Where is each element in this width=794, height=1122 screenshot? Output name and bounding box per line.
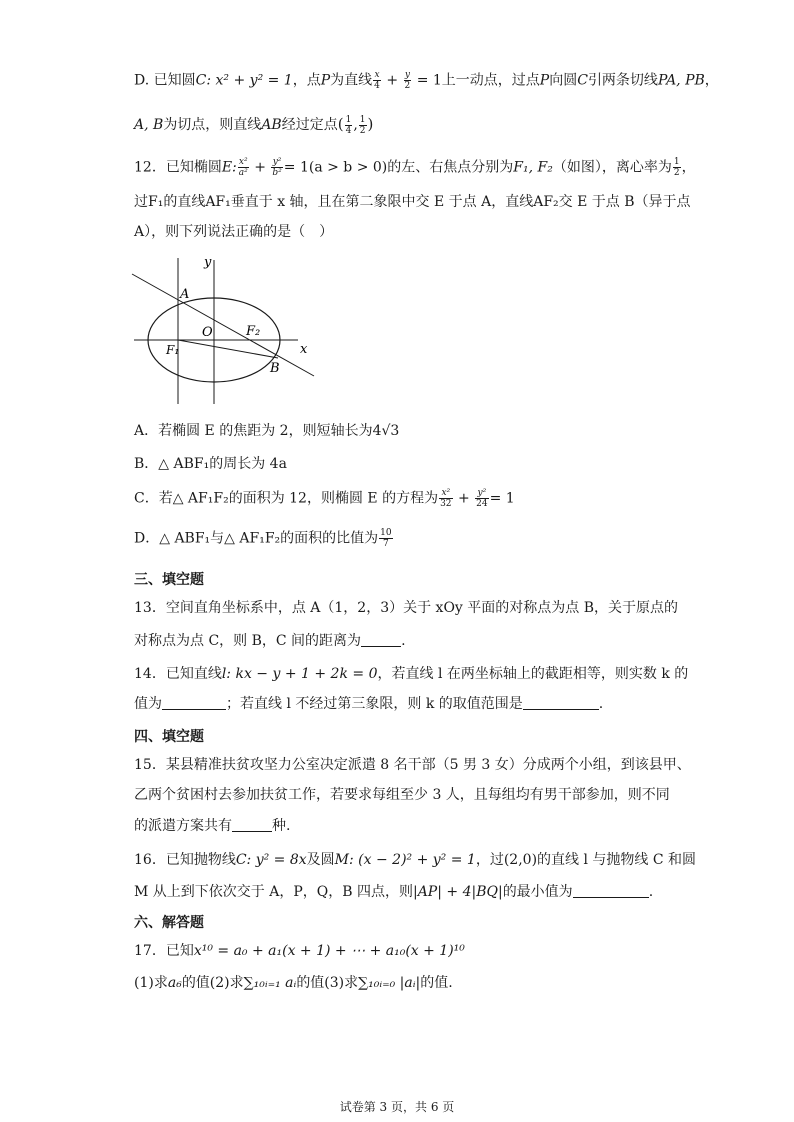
text: 对称点为点 C，则 B，C 间的距离为 (134, 633, 362, 649)
fraction-y2-24: $\frac{\text{y²}}{24}$ (476, 488, 488, 509)
answer-blank[interactable] (523, 695, 599, 710)
text: ， (681, 159, 696, 176)
origin-label: O (202, 325, 213, 340)
foci: F₁, F₂ (513, 159, 553, 176)
text: 为直线 (330, 72, 373, 89)
ellipse-condition: = 1(a > b > 0) (283, 159, 388, 176)
point-p: P (539, 72, 550, 89)
text: 的值(2)求 (181, 975, 244, 991)
q12-option-a: A．若椭圆 E 的焦距为 2，则短轴长为4√3 (134, 423, 400, 439)
answer-blank[interactable] (361, 632, 401, 647)
tangent-points: A, B (134, 117, 164, 133)
section-heading-6: 六、解答题 (134, 915, 204, 931)
ellipse-figure (130, 254, 330, 414)
text: 向圆 (549, 72, 578, 89)
expression: |AP| + 4|BQ| (412, 884, 503, 900)
q16-line2 (134, 882, 653, 902)
fraction-x2-32: $\frac{\text{x²}}{32}$ (440, 488, 452, 509)
text: 14．已知直线 (134, 666, 222, 682)
q15-line3 (134, 816, 290, 836)
fraction-1-2: $\frac{1}{2}$ (673, 157, 680, 178)
line-af2 (132, 274, 314, 376)
text: C．若△ AF₁F₂的面积为 12，则椭圆 E 的方程为 (134, 490, 439, 507)
q15-line1: 15．某县精准扶贫攻坚力公室决定派遣 8 名干部（5 男 3 女）分成两个小组，到该县甲、 (134, 757, 691, 773)
text: 种. (272, 818, 291, 834)
fraction-10-7: $\frac{10}{7}$ (380, 528, 392, 549)
line-f1b (178, 340, 278, 358)
text: (1)求 (134, 975, 168, 991)
f1-label: F₁ (166, 343, 180, 357)
text: . (401, 633, 406, 649)
q17-line1 (134, 941, 465, 961)
y-label: y (204, 255, 212, 270)
q12-option-b: B．△ ABF₁的周长为 4a (134, 456, 287, 472)
text: （如图），离心率为 (552, 159, 672, 176)
text: ，过(2,0)的直线 l 与抛物线 C 和圆 (475, 852, 697, 868)
text: 16．已知抛物线 (134, 852, 236, 868)
text: 的最小值为 (502, 884, 573, 900)
text: 为切点，则直线 (163, 117, 262, 133)
text: 12．已知椭圆 (134, 159, 222, 176)
fraction-y-2: $\frac{y}{2}$ (404, 70, 411, 91)
fraction-x-4: $\frac{x}{4}$ (374, 70, 380, 91)
q14-line1 (134, 664, 688, 684)
text: 经过定点 (281, 117, 338, 133)
q13-line2 (134, 631, 406, 651)
f2-label: F₂ (246, 324, 261, 339)
parabola-equation: C: y² = 8x (235, 852, 307, 868)
text: . (648, 884, 654, 900)
circle-c: C (577, 72, 588, 89)
page-footer: 试卷第 3 页，共 6 页 (339, 1100, 455, 1114)
circle-equation: M: (x − 2)² + y² = 1 (334, 852, 476, 868)
sum-abs-expression: ∑₁₀ᵢ₌₀ |aᵢ| (358, 975, 421, 991)
fraction-x2-a2: $\frac{\text{x²}}{\text{a²}}$ (238, 157, 248, 178)
section-heading-3: 三、填空题 (134, 572, 204, 588)
text: 的值. (420, 975, 453, 991)
text: D．△ ABF₁与△ AF₁F₂的面积的比值为 (134, 530, 379, 547)
q13-line1: 13．空间直角坐标系中，点 A（1，2，3）关于 xOy 平面的对称点为点 B，关于原点的 (134, 600, 679, 616)
text: M 从上到下依次交于 A，P，Q，B 四点，则 (134, 884, 413, 900)
line-equation: l: kx − y + 1 + 2k = 0 (221, 666, 378, 682)
text: D. 已知圆 (134, 72, 196, 89)
text: ， (704, 72, 719, 89)
fraction-1-2: $\frac{1}{2}$ (359, 114, 366, 136)
text: 及圆 (306, 852, 335, 868)
ellipse-e: E: (221, 159, 237, 176)
q12-line2: 过F₁的直线AF₁垂直于 x 轴，且在第二象限中交 E 于点 A，直线AF₂交 E 于点 B（异于点 (134, 194, 691, 210)
q12-option-d (134, 528, 394, 549)
point-b-label: B (270, 361, 280, 376)
text: 的左、右焦点分别为 (387, 159, 514, 176)
text: ；若直线 l 不经过第三象限，则 k 的取值范围是 (226, 696, 523, 712)
answer-blank[interactable] (573, 883, 649, 898)
expansion-equation: x¹⁰ = a₀ + a₁(x + 1) + ⋯ + a₁₀(x + 1)¹⁰ (193, 943, 465, 959)
answer-blank[interactable] (232, 817, 272, 832)
point-a-label: A (180, 287, 190, 302)
text: 的值(3)求 (296, 975, 359, 991)
q15-line2: 乙两个贫困村去参加扶贫工作，若要求每组至少 3 人，且每组均有男干部参加，则不同 (134, 787, 670, 803)
text: . (598, 696, 604, 712)
fraction-1-4: $\frac{1}{4}$ (345, 114, 352, 136)
text: ，若直线 l 在两坐标轴上的截距相等，则实数 k 的 (377, 666, 689, 682)
text: 的派遣方案共有 (134, 818, 232, 834)
fraction-y2-b2: $\frac{\text{y²}}{\text{b²}}$ (272, 157, 282, 178)
circle-equation: C: x² + y² = 1 (195, 72, 293, 89)
q17-line2 (134, 973, 453, 993)
q11-option-d-line2: A, B为切点，则直线AB经过定点( $\frac{1}{4}$ , $\frac{1}{2}$ ) (134, 114, 374, 136)
line-ab: AB (261, 117, 282, 133)
point-p: P (320, 72, 331, 89)
text: 引两条切线 (587, 72, 658, 89)
x-label: x (300, 342, 308, 357)
q12-line1: 12．已知椭圆E: $\frac{\text{x²}}{\text{a²}}$ + $\frac{\text{y²}}{\text{b²}}$ = 1(a > b > 0)的左、右焦点分别为F₁, F₂（如图），离心率为 $\frac{1}{2}$ ， (134, 157, 696, 178)
q16-line1 (134, 850, 696, 870)
sum-expression: ∑₁₀ᵢ₌₁ aᵢ (243, 975, 297, 991)
tangent-lines: PA, PB (657, 72, 705, 89)
q11-option-d-line1: D. 已知圆C: x² + y² = 1，点P为直线 $\frac{x}{4}$ + $\frac{y}{2}$ = 1上一动点，过点P向圆C引两条切线PA, PB， (134, 70, 719, 91)
coefficient-a6: a₆ (167, 975, 182, 991)
text: ，点 (292, 72, 321, 89)
q14-line2 (134, 694, 603, 714)
q12-line3: A），则下列说法正确的是（ ） (134, 224, 334, 240)
answer-blank[interactable] (162, 695, 226, 710)
text: 上一动点，过点 (441, 72, 540, 89)
section-heading-4: 四、填空题 (134, 729, 204, 745)
q12-option-c: C．若△ AF₁F₂的面积为 12，则椭圆 E 的方程为 $\frac{\text{x²}}{32}$ + $\frac{\text{y²}}{24}$ = 1 (134, 488, 515, 509)
text: 值为 (134, 696, 162, 712)
text: 17．已知 (134, 943, 194, 959)
text: = 1 (489, 490, 515, 507)
